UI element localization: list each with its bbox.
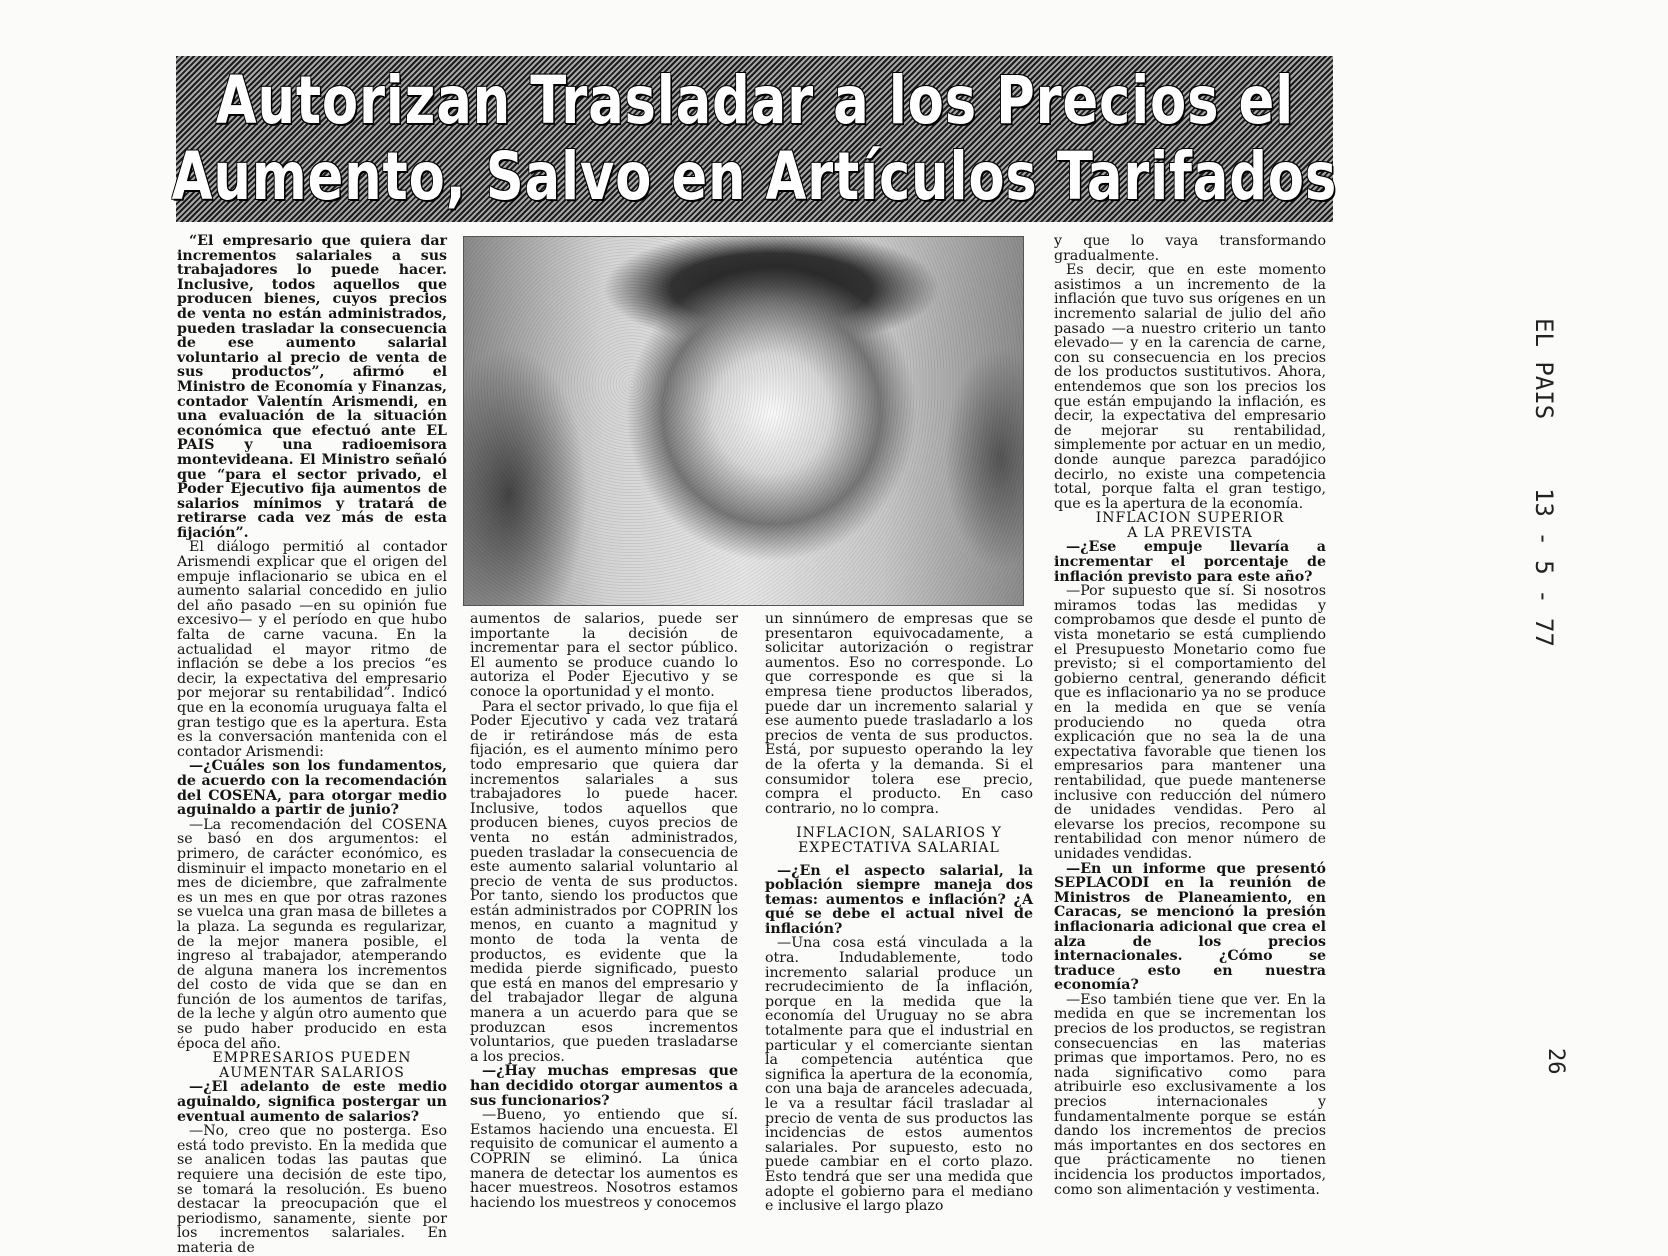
subheading: EXPECTATIVA SALARIAL	[798, 839, 1000, 856]
newspaper-name: EL PAIS	[1530, 318, 1558, 420]
subheading: INFLACION, SALARIOS Y	[796, 825, 1002, 842]
article-paragraph: un sinnúmero de empresas que se presentaron equivocadamente, a solicitar autorización o registrar aumentos. Eso no corresponde. Lo que corresponde es que si la empresa tiene productos liberados, puede dar un incremento salarial y ese aumento puede trasladarlo a los precios de venta de sus productos. Está, por supuesto operando la ley de la oferta y la demanda. Si el consumidor tolera ese precio, compra el producto. En caso contrario, no lo compra.	[765, 611, 1033, 817]
article-column-2	[470, 612, 738, 1210]
article-paragraph: Para el sector privado, lo que fija el Poder Ejecutivo y cada vez tratará de ir retirándose más de esta fijación, es el aumento mínimo pero todo empresario que quiera dar incrementos salariales a sus trabajadores lo puede hacer. Inclusive, todos aquellos que producen bienes, cuyos precios de venta no están administrados, pueden trasladar la consecuencia de este aumento salarial voluntario al precio de venta de sus productos. Por tanto, siendo los productos que están administrados por COPRIN los menos, en cuanto a magnitud y monto de toda la venta de productos, es evidente que la medida pierde significado, puesto que está en manos del empresario y del trabajador llegar de alguna manera a un acuerdo para que se produzcan esos incrementos voluntarios, que pueden trasladarse a los precios.	[470, 698, 738, 1065]
article-intro: “El empresario que quiera dar incrementos salariales a sus trabajadores lo puede hacer. Inclusive, todos aquellos que producen bienes, cuyos precios de venta no están administrados, pueden trasladar la consecuencia de ese aumento salarial voluntario al precio de venta de sus productos”, afirmó el Ministro de Economía y Finanzas, contador Valentín Arismendi, en una evaluación de la situación económica que efectuó ante EL PAIS y una radioemisora montevideana. El Ministro señaló que “para el sector privado, el Poder Ejecutivo fija aumentos de salarios mínimos y tratará de retirarse cada vez más de esta fijación”.	[177, 233, 447, 541]
subheading: AUMENTAR SALARIOS	[219, 1064, 405, 1081]
article-column-3	[765, 612, 1033, 1214]
interview-question: —¿En el aspecto salarial, la población siempre maneja dos temas: aumentos e inflación? ¿A qué se debe el actual nivel de inflación?	[765, 862, 1033, 937]
headline-line-2: Aumento, Salvo en Artículos Tarifados	[171, 138, 1338, 215]
publication-date: 13 - 5 - 77	[1530, 488, 1558, 647]
headline-line-1: Autorizan Trasladar a los Precios el	[215, 62, 1294, 139]
page-number: 26	[1543, 1048, 1568, 1075]
interview-answer: —Por supuesto que sí. Si nosotros miramos todas las medidas y comprobamos que desde el punto de vista monetario se está cumpliendo el Presupuesto Monetario como fue previsto; si el comportamiento del gobierno central, generando déficit que es inflacionario ya no se produce en la medida en que se venía produciendo no queda otra explicación que no sea la de una expectativa favorable que tienen los empresarios para mantener una rentabilidad, que puede mantenerse inclusive con reducción del número de unidades vendidas. Pero al elevarse los precios, recompone su rentabilidad con menor número de unidades vendidas.	[1054, 583, 1326, 862]
interview-answer: —No, creo que no posterga. Eso está todo previsto. En la medida que se analicen todas las pautas que requiere una decisión de este tipo, se tomará la resolución. Es bueno destacar la preocupación que el periodismo, sanamente, siente por los incrementos salariales. En materia de	[177, 1123, 447, 1256]
interview-answer: —La recomendación del COSENA se basó en dos argumentos: el primero, de carácter económico, es disminuir el impacto monetario en el mes de diciembre, que zafralmente es un mes en que por otras razones se vuelca una gran masa de billetes a la plaza. La segunda es regularizar, de la mejor manera posible, el ingreso al trabajador, atemperando de alguna manera los incrementos del costo de vida que se dan en función de los aumentos de tarifas, de la leche y algún otro aumento que se pudo haber producido en esta época del año.	[177, 816, 447, 1052]
interview-question: —¿El adelanto de este medio aguinaldo, significa postergar un eventual aumento de salarios?	[177, 1079, 447, 1125]
article-paragraph: y que lo vaya transformando gradualmente.	[1054, 233, 1326, 264]
portrait-photo	[463, 236, 1024, 606]
article-column-1	[177, 234, 447, 1256]
interview-question: —¿Cuáles son los fundamentos, de acuerdo con la recomendación del COSENA, para otorgar medio aguinaldo a partir de junio?	[177, 758, 447, 819]
article-paragraph: Es decir, que en este momento asistimos a un incremento de la inflación que tuvo sus orígenes en un incremento salarial de julio del año pasado —a nuestro criterio un tanto elevado— y en la carencia de carne, con su consecuencia en los precios de los productos sustitutivos. Ahora, entendemos que son los precios los que están empujando la inflación, es decir, la expectativa del empresario de mejorar su rentabilidad, simplemente por actuar en un medio, donde aunque parezca paradójico decirlo, no existe una competencia total, porque falta el gran testigo, que es la apertura de la economía.	[1054, 262, 1326, 512]
interview-answer: —Bueno, yo entiendo que sí. Estamos haciendo una encuesta. El requisito de comunicar el aumento a COPRIN se eliminó. La única manera de detectar los aumentos es hacer muestreos. Nosotros estamos haciendo los muestreos y conocemos	[470, 1107, 738, 1211]
article-paragraph: El diálogo permitió al contador Arismendi explicar que el origen del empuje inflacionario se ubica en el aumento salarial concedido en julio del año pasado —en su opinión fue excesivo— y el período en que hubo falta de carne vacuna. En la actualidad el mayor ritmo de inflación se debe a los precios “es decir, la expectativa del empresario por mejorar su rentabilidad”. Indicó que en la economía uruguaya falta el gran testigo que es la apertura. Esta es la conversación mantenida con el contador Arismendi:	[177, 539, 447, 760]
interview-question: —En un informe que presentó SEPLACODI en la reunión de Ministros de Planeamiento, en Caracas, se mencionó la presión inflacionaria adicional que crea el alza de los precios internacionales. ¿Cómo se traduce esto en nuestra economía?	[1054, 860, 1326, 994]
article-column-4	[1054, 234, 1326, 1197]
interview-question: —¿Ese empuje llevaría a incrementar el porcentaje de inflación previsto para este año?	[1054, 539, 1326, 585]
interview-answer: —Eso también tiene que ver. En la medida en que se incrementan los precios de los productos, se registran consecuencias en las materias primas que importamos. Pero, no es nada significativo como para atribuirle eso exclusivamente a los precios internacionales y fundamentalmente porque se están dando los incrementos de precios más importantes en dos sectores en que prácticamente no tienen incidencia los productos importados, como son alimentación y vestimenta.	[1054, 991, 1326, 1198]
subheading: INFLACION SUPERIOR	[1095, 510, 1285, 527]
article-paragraph: aumentos de salarios, puede ser importante la decisión de incrementar para el sector público. El aumento se produce cuando lo autoriza el Poder Ejecutivo y se conoce la oportunidad y el monto.	[470, 611, 738, 700]
subheading: A LA PREVISTA	[1127, 524, 1253, 541]
subheading: EMPRESARIOS PUEDEN	[212, 1050, 412, 1067]
interview-question: —¿Hay muchas empresas que han decidido otorgar aumentos a sus funcionarios?	[470, 1063, 738, 1109]
interview-answer: —Una cosa está vinculada a la otra. Indudablemente, todo incremento salarial produce un recrudecimiento de la inflación, porque en la medida que la economía del Uruguay no se abra totalmente para que el industrial en particular y el comerciante sientan la competencia auténtica que significa la apertura de la economía, con una baja de aranceles adecuada, le va a resultar fácil trasladar al precio de venta de sus productos las incidencias de estos aumentos salariales. Por supuesto, esto no puede cambiar en el corto plazo. Esto tendrá que ser una medida que adopte el gobierno para el mediano e inclusive el largo plazo	[765, 935, 1033, 1215]
headline-banner	[171, 56, 1338, 222]
